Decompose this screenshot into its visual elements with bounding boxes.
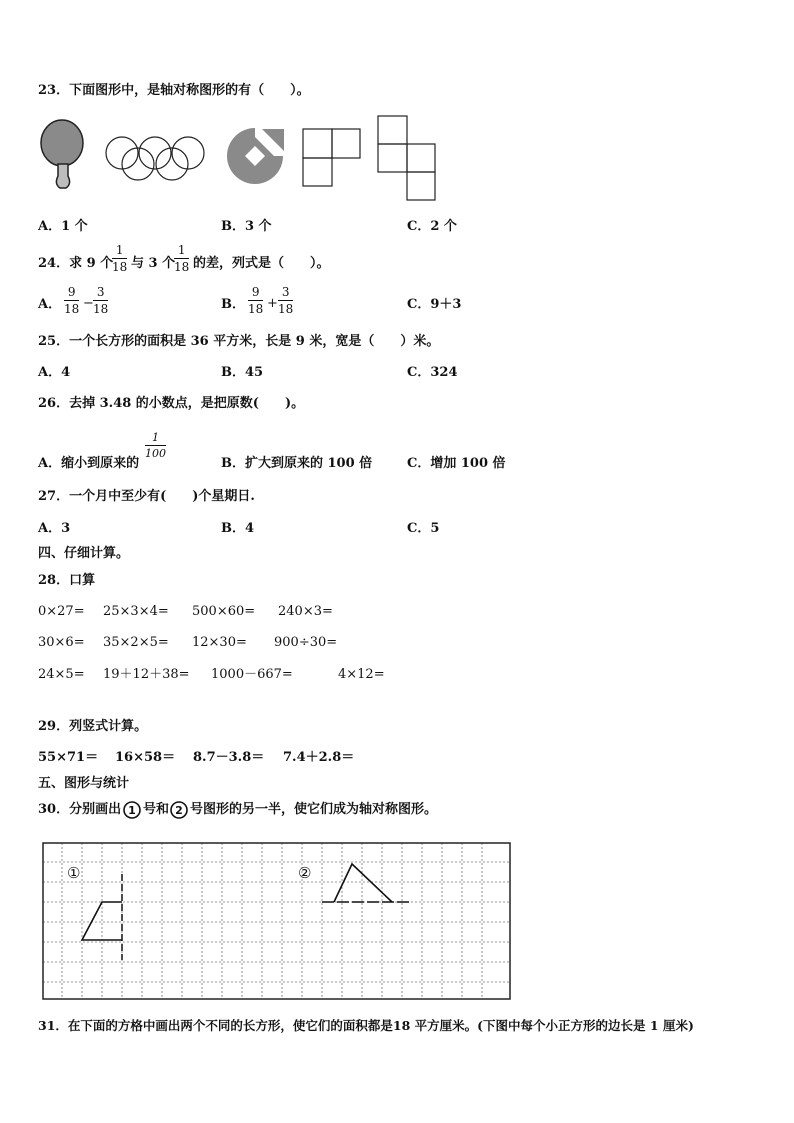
q27-option-b: B．4 xyxy=(221,521,255,536)
fraction-denominator: 18 xyxy=(174,260,190,274)
q24-option-a-fraction-1 xyxy=(64,286,79,315)
fraction-denominator: 18 xyxy=(93,302,109,316)
figure-1-label: ① xyxy=(67,864,81,882)
olympic-rings-figure xyxy=(102,134,210,182)
q28-item: 24×5= xyxy=(38,667,85,682)
square-shape-figure-2 xyxy=(377,115,437,203)
circled-number-2 xyxy=(170,801,188,819)
q24-option-a-label: A． xyxy=(38,297,62,312)
q30-stem-a: 30．分别画出 xyxy=(38,802,122,817)
q23-option-c: C．2 个 xyxy=(407,219,457,234)
q28-item: 25×3×4= xyxy=(103,604,169,619)
q26-option-b: B．扩大到原来的 100 倍 xyxy=(221,456,373,471)
q29-item: 55×71＝ xyxy=(38,750,99,765)
fraction-denominator: 18 xyxy=(64,302,80,316)
fraction-numerator: 9 xyxy=(64,286,79,301)
fraction-numerator: 1 xyxy=(145,432,166,446)
q29-item: 7.4＋2.8＝ xyxy=(283,750,355,765)
square-shape-figure-1 xyxy=(302,128,362,188)
q24-option-b-operator: + xyxy=(267,296,278,311)
q24-option-a-fraction-2 xyxy=(93,286,108,315)
q24-option-c: C．9＋3 xyxy=(407,297,462,312)
circled-number-2-text: 2 xyxy=(175,804,183,817)
q30-stem-b: 号和 xyxy=(143,802,170,817)
q27-option-c: C．5 xyxy=(407,521,440,536)
q25-stem: 25．一个长方形的面积是 36 平方米，长是 9 米，宽是（ ）米。 xyxy=(38,334,440,349)
q27-option-a: A．3 xyxy=(38,521,71,536)
q29-stem: 29．列竖式计算。 xyxy=(38,719,148,734)
q28-item: 1000－667= xyxy=(211,667,293,682)
q28-item: 4×12= xyxy=(338,667,385,682)
fraction-denominator: 18 xyxy=(112,260,128,274)
q24-fraction-2 xyxy=(174,244,189,273)
q23-stem: 23．下面图形中，是轴对称图形的有（ ）。 xyxy=(38,83,310,98)
q26-option-c: C．增加 100 倍 xyxy=(407,456,506,471)
q30-stem-c: 号图形的另一半，使它们成为轴对称图形。 xyxy=(190,802,438,817)
q28-item: 240×3= xyxy=(278,604,333,619)
q31-stem: 31．在下面的方格中画出两个不同的长方形，使它们的面积都是18 平方厘米。(下图中每个小正方形的边长是 1 厘米) xyxy=(38,1018,694,1033)
section-5-heading: 五、图形与统计 xyxy=(38,776,130,791)
circled-number-1 xyxy=(123,801,141,819)
figure-2-label: ② xyxy=(298,864,312,882)
fraction-numerator: 1 xyxy=(174,244,189,259)
q28-stem: 28．口算 xyxy=(38,573,96,588)
circled-number-1-text: 1 xyxy=(128,804,136,817)
q24-option-b-label: B． xyxy=(221,297,245,312)
q24-fraction-1 xyxy=(112,244,127,273)
q23-option-b: B．3 个 xyxy=(221,219,272,234)
q29-item: 8.7－3.8＝ xyxy=(193,750,265,765)
q26-option-a: A．缩小到原来的 xyxy=(38,456,140,471)
q24-option-b-fraction-1 xyxy=(248,286,263,315)
fraction-denominator: 18 xyxy=(248,302,264,316)
q28-item: 0×27= xyxy=(38,604,85,619)
q28-item: 12×30= xyxy=(192,635,247,650)
q27-stem: 27．一个月中至少有( )个星期日. xyxy=(38,489,255,504)
q28-item: 30×6= xyxy=(38,635,85,650)
grid-lines xyxy=(43,843,509,998)
ping-pong-paddle-figure xyxy=(38,118,90,192)
q29-item: 16×58＝ xyxy=(115,750,176,765)
section-4-heading: 四、仔细计算。 xyxy=(38,546,130,561)
fraction-denominator: 18 xyxy=(278,302,294,316)
q28-item: 500×60= xyxy=(192,604,256,619)
q24-option-b-fraction-2 xyxy=(278,286,293,315)
bank-logo-figure xyxy=(222,124,288,188)
fraction-numerator: 9 xyxy=(248,286,263,301)
q28-item: 19＋12＋38= xyxy=(103,667,190,682)
q26-option-a-fraction xyxy=(145,432,166,459)
q24-stem-a: 24．求 9 个 xyxy=(38,256,114,271)
fraction-numerator: 1 xyxy=(112,244,127,259)
q24-stem-b: 与 3 个 xyxy=(131,256,176,271)
q24-option-a-operator: − xyxy=(83,296,94,311)
fraction-numerator: 3 xyxy=(93,286,108,301)
q25-option-b: B．45 xyxy=(221,365,264,380)
q28-item: 900÷30= xyxy=(274,635,338,650)
half-figure-2 xyxy=(334,864,392,902)
q26-stem: 26．去掉 3.48 的小数点，是把原数( )。 xyxy=(38,396,305,411)
q25-option-c: C．324 xyxy=(407,365,458,380)
q25-option-a: A．4 xyxy=(38,365,71,380)
q30-grid xyxy=(42,842,512,1002)
fraction-denominator: 100 xyxy=(145,447,166,460)
q24-stem-c: 的差，列式是（ ）。 xyxy=(193,256,330,271)
q23-option-a: A．1 个 xyxy=(38,219,88,234)
q28-item: 35×2×5= xyxy=(103,635,169,650)
fraction-numerator: 3 xyxy=(278,286,293,301)
